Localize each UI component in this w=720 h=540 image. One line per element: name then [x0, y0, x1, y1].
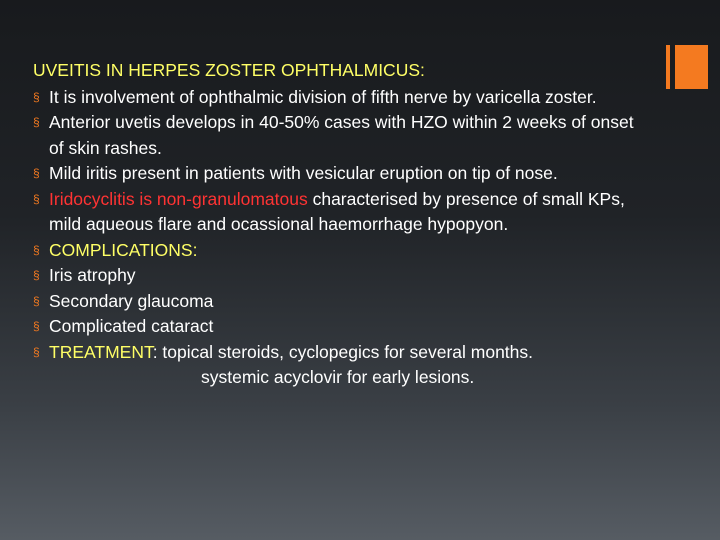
bullet-item: [33, 85, 653, 111]
treatment-continuation: systemic acyclovir for early lesions.: [201, 367, 475, 387]
bullet-text: : topical steroids, cyclopegics for several months.: [152, 341, 534, 362]
bullet-item: [33, 238, 653, 264]
slide-body: [33, 58, 653, 391]
bullet-icon: §: [33, 344, 40, 359]
bullet-text: Anterior uvetis develops in 40-50% cases with HZO within 2 weeks of onset of skin rashes.: [49, 112, 634, 158]
bullet-item: [33, 340, 653, 391]
bullet-icon: §: [33, 89, 40, 104]
treatment-label: TREATMENT: [49, 341, 153, 362]
bullet-icon: §: [33, 293, 40, 308]
accent-bar-thick: [675, 45, 708, 89]
bullet-icon: §: [33, 242, 40, 257]
bullet-text: Secondary glaucoma: [49, 290, 214, 311]
bullet-item: [33, 187, 653, 238]
accent-bar-thin: [666, 45, 670, 89]
bullet-item: [33, 289, 653, 315]
bullet-icon: §: [33, 268, 40, 282]
bullet-icon: §: [33, 166, 40, 180]
bullet-text: It is involvement of ophthalmic division of fifth nerve by varicella zoster.: [49, 86, 597, 107]
bullet-item: [33, 263, 653, 289]
slide-heading: UVEITIS IN HERPES ZOSTER OPHTHALMICUS:: [33, 60, 425, 80]
bullet-text: Mild iritis present in patients with vesicular eruption on tip of nose.: [49, 163, 558, 183]
highlight-text: Iridocyclitis is non-granulomatous: [49, 188, 308, 209]
complications-label: COMPLICATIONS:: [49, 239, 198, 260]
bullet-item: [33, 161, 653, 187]
bullet-icon: §: [33, 115, 40, 129]
bullet-item: [33, 110, 653, 161]
bullet-text: characterised by presence of small KPs, mild aqueous flare and ocassional haemorrhage hypopyon.: [49, 188, 625, 234]
bullet-text: Iris atrophy: [49, 265, 136, 285]
bullet-text: Complicated cataract: [49, 316, 214, 336]
bullet-icon: §: [33, 319, 40, 333]
bullet-item: [33, 314, 653, 340]
bullet-icon: §: [33, 191, 40, 206]
